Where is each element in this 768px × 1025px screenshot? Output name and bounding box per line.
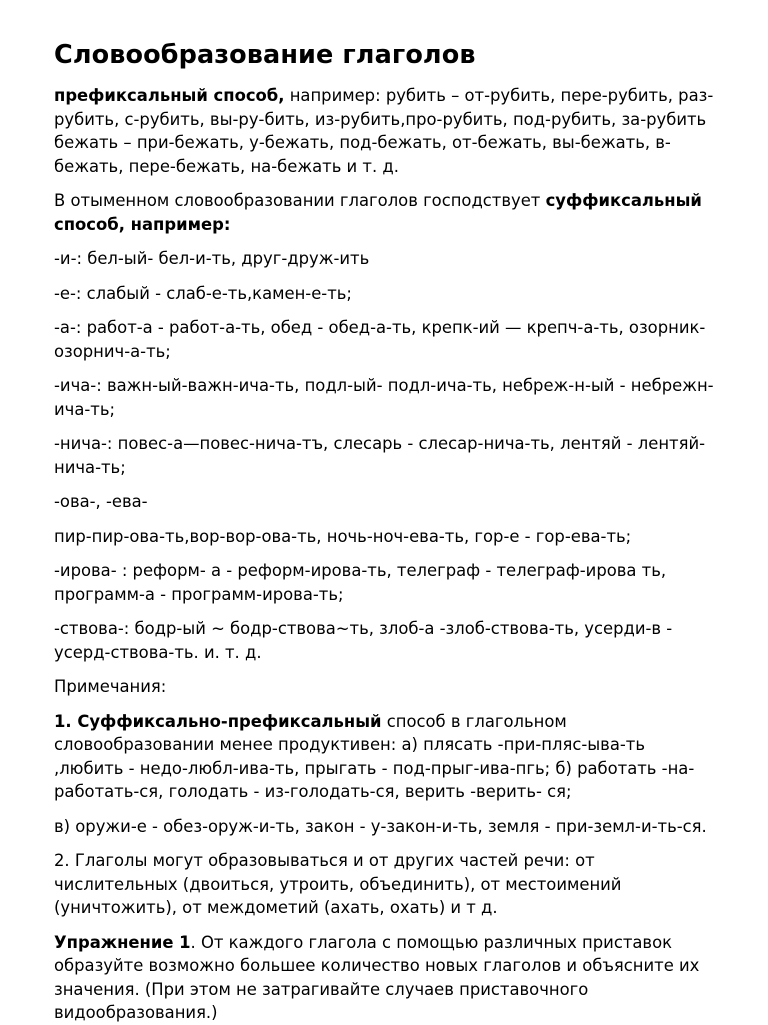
exercise-1 <box>54 931 716 1025</box>
suffix-icha-line: -ича-: важн-ый-важн-ича-ть, подл-ый- подл-ича-ть, небреж-н-ый - небрежн-ича-ть; <box>54 376 714 419</box>
bold-term: префиксальный способ, <box>54 86 285 105</box>
bold-term: Упражнение 1 <box>54 932 191 952</box>
page-title: Словообразование глаголов <box>54 40 476 70</box>
paragraph-text: например: рубить – от-рубить, пере-рубить, раз-рубить, с-рубить, вы-ру-бить, из-рубить,про-рубить, под-рубить, за-рубить бежать – при-бежать, у-бежать, под-бежать, от-бежать, вы-бежать, в-бежать, пере-бежать, на-бежать и т. д. <box>54 86 714 176</box>
note-1-continued: в) оружи-е - обез-оруж-и-ть, закон - у-закон-и-ть, земля - при-земл-и-ть-ся. <box>54 816 707 836</box>
bold-term: 1. Суффиксально-префиксальный <box>54 711 382 731</box>
paragraph-prefix-method <box>54 84 716 178</box>
paragraph-text: способ в глагольном словообразовании менее продуктивен: а) плясать -при-пляс-ыва-ть ,любить - недо-любл-ива-ть, прыгать - под-прыг-ива-пгь; б) работать -на-работать-ся, голодать - из-голодать-ся, верить -верить- ся; <box>54 711 695 801</box>
suffix-irova-line: -ирова- : реформ- а - реформ-ирова-ть, телеграф - телеграф-ирова ть, программ-а - программ-ирова-ть; <box>54 561 667 604</box>
note-1 <box>54 710 716 804</box>
note-2: 2. Глаголы могут образовываться и от других частей речи: от числительных (двоиться, утроить, объединить), от местоимений (уничтожить), от междометий (ахать, охать) и т д. <box>54 851 622 917</box>
suffix-a-line: -а-: работ-а - работ-а-ть, обед - обед-а-ть, крепк-ий — крепч-а-ть, озорник-озорнич-а-ть; <box>54 318 706 361</box>
suffix-i-line: -и-: бел-ый- бел-и-ть, друг-друж-ить <box>54 249 370 268</box>
paragraph-text: В отыменном словообразовании глаголов господствует <box>54 191 546 210</box>
paragraph-text: . От каждого глагола с помощью различных приставок образуйте возможно большее количество новых глаголов и объясните их значения. (При этом не затрагивайте случаев приставочного видообразования.) <box>54 932 700 1022</box>
paragraph-suffix-intro <box>54 189 716 236</box>
suffix-ova-eva-heading: -ова-, -ева- <box>54 492 148 511</box>
notes-heading: Примечания: <box>54 677 167 696</box>
bold-term: суффиксальный способ, например: <box>54 191 702 234</box>
suffix-e-line: -е-: слабый - слаб-е-ть,камен-е-ть; <box>54 283 352 303</box>
suffix-stvova-line: -ствова-: бодр-ый ~ бодр-ствова~ть, злоб-а -злоб-ствова-ть, усерди-в - усерд-ствова-ть. и. т. д. <box>54 619 673 662</box>
suffix-nicha-line: -нича-: повес-а—повес-нича-тъ, слесарь - слесар-нича-ть, лентяй - лентяй-нича-ть; <box>54 434 706 477</box>
suffix-ova-eva-examples: пир-пир-ова-ть,вор-вор-ова-ть, ночь-ноч-ева-ть, гор-е - гор-ева-ть; <box>54 526 632 546</box>
